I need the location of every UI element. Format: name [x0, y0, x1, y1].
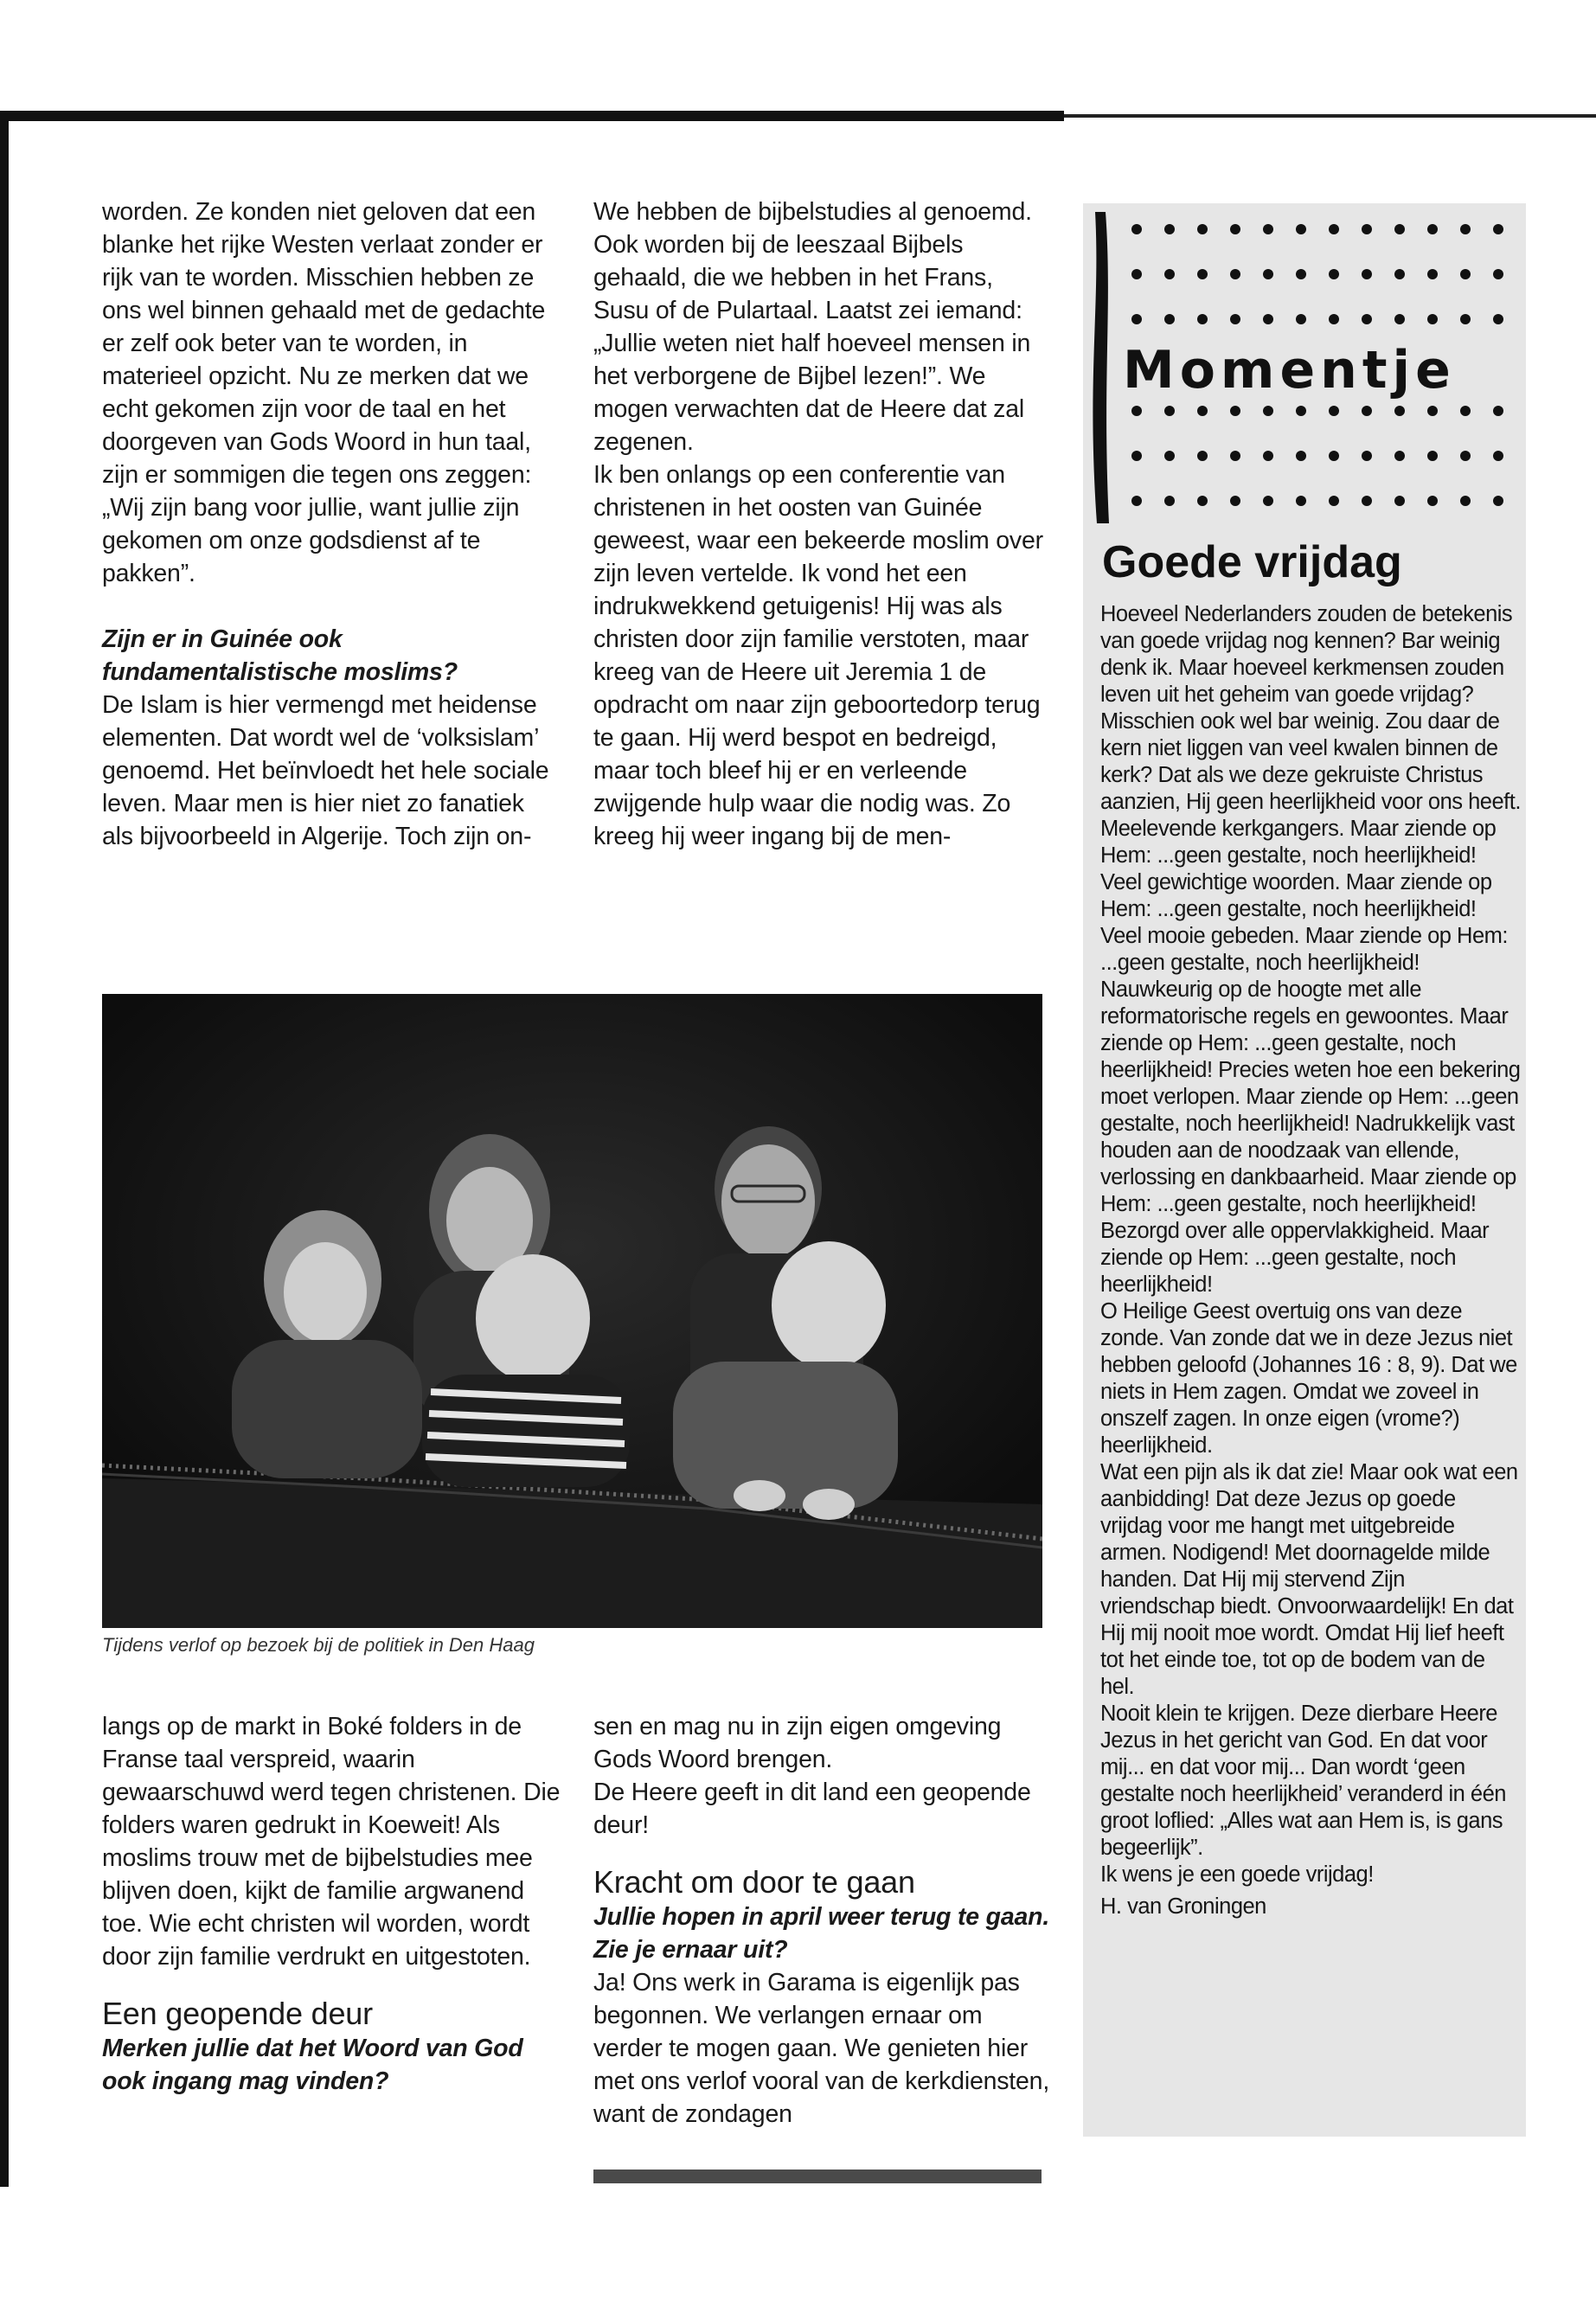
decorative-dot: [1296, 314, 1306, 324]
body-paragraph: De Islam is hier vermengd met heidense elementen. Dat wordt wel de ‘volksislam’ genoemd. Het beïnvloedt het hele sociale leven. Maar men is hier niet zo fanatiek als bijvoorbeeld in Algerije. Toch zijn on-: [102, 691, 549, 850]
decorative-dot: [1197, 451, 1208, 461]
decorative-dot: [1296, 224, 1306, 234]
decorative-dot: [1296, 406, 1306, 416]
decorative-dot: [1263, 269, 1273, 279]
decorative-dot: [1394, 314, 1405, 324]
decorative-dot: [1197, 406, 1208, 416]
column-2-bottom: [593, 1710, 1052, 2131]
decorative-dot: [1230, 224, 1240, 234]
decorative-dot: [1131, 269, 1142, 279]
family-photo-illustration: [102, 994, 1042, 1628]
decorative-dot: [1164, 224, 1175, 234]
decorative-dot: [1329, 224, 1339, 234]
decorative-dot: [1394, 451, 1405, 461]
decorative-dot: [1164, 269, 1175, 279]
decorative-dot: [1427, 406, 1438, 416]
sidebar-paragraph: Nooit klein te krijgen. Deze dierbare Heere Jezus in het gericht van God. En dat voor mij... en dat voor mij... Dan wordt ‘geen gestalte noch heerlijkheid’ veranderd in één groot loflied: „Alles wat aan Hem is, is gans begeerlijk”.: [1100, 1702, 1506, 1860]
photo-caption: Tijdens verlof op bezoek bij de politiek in Den Haag: [102, 1634, 535, 1656]
decorative-dot: [1230, 406, 1240, 416]
decorative-dot: [1427, 451, 1438, 461]
decorative-dot: [1493, 224, 1503, 234]
decorative-dot: [1296, 451, 1306, 461]
sidebar-text: [1100, 601, 1522, 1920]
decorative-dot: [1394, 496, 1405, 506]
decorative-dot: [1460, 451, 1471, 461]
sidebar-paragraph: Ik wens je een goede vrijdag!: [1100, 1862, 1374, 1887]
decorative-dot: [1493, 406, 1503, 416]
top-rule-thin: [1064, 114, 1596, 118]
decorative-dot: [1394, 224, 1405, 234]
decorative-dot: [1164, 406, 1175, 416]
decorative-dot: [1263, 496, 1273, 506]
decorative-dot: [1427, 269, 1438, 279]
decorative-dot: [1131, 496, 1142, 506]
decorative-dot: [1394, 406, 1405, 416]
decorative-dot: [1230, 269, 1240, 279]
sidebar-author: H. van Groningen: [1100, 1894, 1266, 1919]
momentje-header: [1083, 203, 1526, 532]
decorative-dot: [1263, 314, 1273, 324]
decorative-dot: [1460, 314, 1471, 324]
decorative-dot: [1329, 496, 1339, 506]
decorative-dot: [1362, 224, 1372, 234]
interview-question: Jullie hopen in april weer terug te gaan. Zie je ernaar uit?: [593, 1903, 1050, 1964]
decorative-dot: [1131, 224, 1142, 234]
section-heading: Een geopende deur: [102, 1996, 373, 2031]
section-heading: Kracht om door te gaan: [593, 1864, 915, 1900]
sidebar-paragraph: Hoeveel Nederlanders zouden de betekenis van goede vrijdag nog kennen? Bar weinig denk ik. Maar hoeveel kerkmensen zouden leven uit het geheim van goede vrijdag? Misschien ook wel bar weinig. Zou daar de kern niet liggen van veel kwalen binnen de kerk? Dat als we deze gekruiste Christus aanzien, Hij geen heerlijkheid voor ons heeft.: [1100, 602, 1521, 814]
left-margin-rule: [0, 111, 9, 2187]
column-1-bottom: [102, 1710, 561, 2098]
body-paragraph: We hebben de bijbelstudies al genoemd. Ook worden bij de leeszaal Bijbels gehaald, die we hebben in het Frans, Susu of de Pulartaal. Laatst zei iemand: „Jullie weten niet half hoeveel mensen in het verborgene de Bijbel lezen!”. We mogen verwachten dat de Heere dat zal zegenen.: [593, 198, 1032, 456]
body-paragraph: worden. Ze konden niet geloven dat een blanke het rijke Westen verlaat zonder er rijk van te worden. Misschien hebben ze ons wel binnen gehaald met de gedachte er zelf ook beter van te worden, in materieel opzicht. Nu ze merken dat we echt gekomen zijn voor de taal en het doorgeven van Gods Woord in hun taal, zijn er sommigen die tegen ons zeggen: „Wij zijn bang voor jullie, want jullie zijn gekomen om onze godsdienst af te pakken”.: [102, 198, 546, 587]
body-paragraph: langs op de markt in Boké folders in de Franse taal verspreid, waarin gewaarschuwd werd tegen christenen. Die folders waren gedrukt in Koeweit! Als moslims trouw met de bijbelstudies mee blijven doen, kijkt de familie argwanend toe. Wie echt christen wil worden, wordt door zijn familie verdrukt en uitgestoten.: [102, 1713, 561, 1971]
body-paragraph: De Heere geeft in dit land een geopende deur!: [593, 1779, 1031, 1839]
decorative-dot: [1493, 269, 1503, 279]
decorative-dot: [1460, 496, 1471, 506]
column-2-top: [593, 195, 1052, 853]
decorative-dot: [1427, 224, 1438, 234]
sidebar-paragraph: Meelevende kerkgangers. Maar ziende op Hem: ...geen gestalte, noch heerlijkheid! Veel gewichtige woorden. Maar ziende op Hem: ...geen gestalte, noch heerlijkheid! Veel mooie gebeden. Maar ziende op Hem: ...geen gestalte, noch heerlijkheid! Nauwkeurig op de hoogte met alle reformatorische regels en gewoontes. Maar ziende op Hem: ...geen gestalte, noch heerlijkheid! Precies weten hoe een bekering moet verlopen. Maar ziende op Hem: ...geen gestalte, noch heerlijkheid! Nadrukkelijk vast houden aan de noodzaak van ellende, verlossing en dankbaarheid. Maar ziende op Hem: ...geen gestalte, noch heerlijkheid! Bezorgd over alle oppervlakkigheid. Maar ziende op Hem: ...geen gestalte, noch heerlijkheid!: [1100, 817, 1521, 1297]
decorative-dot: [1460, 406, 1471, 416]
momentje-label: Momentje: [1123, 340, 1456, 401]
column-1-top: [102, 195, 561, 853]
decorative-dot: [1427, 314, 1438, 324]
sidebar-paragraph: Wat een pijn als ik dat zie! Maar ook wat een aanbidding! Dat deze Jezus op goede vrijdag voor me hangt met uitgebreide armen. Nodigend! Met doornagelde milde handen. Dat Hij mij stervend Zijn vriendschap biedt. Onvoorwaardelijk! En dat Hij mij nooit moe wordt. Omdat Hij lief heeft tot het einde toe, tot op de bodem van de hel.: [1100, 1460, 1518, 1699]
body-paragraph: Ja! Ons werk in Garama is eigenlijk pas begonnen. We verlangen ernaar om verder te mogen gaan. We genieten hier met ons verlof vooral van de kerkdiensten, want de zondagen: [593, 1969, 1050, 2128]
top-rule: [0, 111, 1064, 121]
interview-question: Zijn er in Guinée ook fundamentalistische moslims?: [102, 625, 458, 686]
decorative-dot: [1427, 496, 1438, 506]
interview-question: Merken jullie dat het Woord van God ook ingang mag vinden?: [102, 2035, 523, 2095]
sidebar-paragraph: O Heilige Geest overtuig ons van deze zonde. Van zonde dat we in deze Jezus niet hebben geloofd (Johannes 16 : 8, 9). Dat we niets in Hem zagen. Omdat we zoveel in onszelf zagen. In onze eigen (vrome?) heerlijkheid.: [1100, 1299, 1517, 1458]
decorative-dot: [1493, 314, 1503, 324]
decorative-dot: [1164, 451, 1175, 461]
decorative-dot: [1493, 451, 1503, 461]
decorative-dot: [1296, 269, 1306, 279]
decorative-dot: [1329, 314, 1339, 324]
decorative-dot: [1493, 496, 1503, 506]
body-paragraph: sen en mag nu in zijn eigen omgeving Gods Woord brengen.: [593, 1713, 1002, 1773]
decorative-dot: [1296, 496, 1306, 506]
sidebar-title: Goede vrijdag: [1102, 537, 1402, 587]
column-end-rule: [593, 2170, 1042, 2183]
decorative-dot: [1460, 224, 1471, 234]
decorative-dot: [1329, 451, 1339, 461]
decorative-dot: [1329, 269, 1339, 279]
decorative-dot: [1394, 269, 1405, 279]
decorative-dot: [1329, 406, 1339, 416]
decorative-dot: [1263, 406, 1273, 416]
decorative-dot: [1362, 269, 1372, 279]
decorative-dot: [1460, 269, 1471, 279]
decorative-dot: [1197, 269, 1208, 279]
decorative-dot: [1164, 314, 1175, 324]
momentje-sidebar: [1083, 203, 1526, 2137]
decorative-dot: [1164, 496, 1175, 506]
decorative-dot: [1131, 406, 1142, 416]
body-paragraph: Ik ben onlangs op een conferentie van christenen in het oosten van Guinée geweest, waar een bekeerde moslim over zijn leven vertelde. Ik vond het een indrukwekkend getuigenis! Hij was als christen door zijn familie verstoten, maar kreeg van de Heere uit Jeremia 1 de opdracht om naar zijn geboortedorp terug te gaan. Hij werd bespot en bedreigd, maar toch bleef hij er en verleende zwijgende hulp waar die nodig was. Zo kreeg hij weer ingang bij de men-: [593, 461, 1043, 850]
decorative-dot: [1197, 224, 1208, 234]
decorative-dot: [1230, 314, 1240, 324]
decorative-dot: [1197, 314, 1208, 324]
decorative-dot: [1230, 451, 1240, 461]
decorative-dot: [1362, 496, 1372, 506]
decorative-dot: [1362, 314, 1372, 324]
decorative-dot: [1131, 314, 1142, 324]
decorative-dot: [1263, 224, 1273, 234]
decorative-dot: [1362, 406, 1372, 416]
decorative-dot: [1362, 451, 1372, 461]
family-photo: [102, 994, 1042, 1628]
decorative-dot: [1263, 451, 1273, 461]
decorative-dot: [1197, 496, 1208, 506]
decorative-dot: [1131, 451, 1142, 461]
decorative-dot: [1230, 496, 1240, 506]
